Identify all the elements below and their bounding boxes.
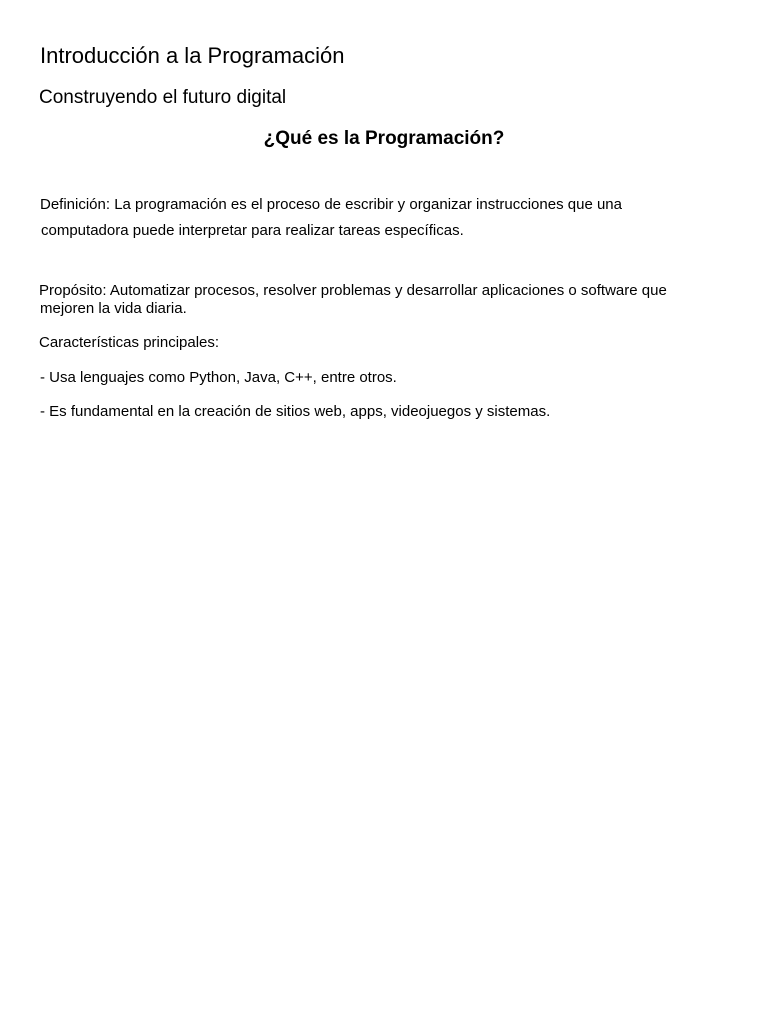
purpose-paragraph [39,282,719,318]
definition-line: Definición: La programación es el proceso de escribir y organizar instrucciones que una [40,196,622,213]
document-title: Introducción a la Programación [40,43,345,68]
definition-line: computadora puede interpretar para realizar tareas específicas. [41,222,464,239]
section-heading: ¿Qué es la Programación? [263,128,505,149]
definition-paragraph [40,192,700,244]
list-item: - Es fundamental en la creación de sitios web, apps, videojuegos y sistemas. [40,403,551,420]
purpose-line: mejoren la vida diaria. [40,300,187,317]
purpose-line: Propósito: Automatizar procesos, resolver problemas y desarrollar aplicaciones o software que [39,282,667,299]
features-label: Características principales: [39,334,220,351]
document-subtitle: Construyendo el futuro digital [39,87,287,108]
list-item: - Usa lenguajes como Python, Java, C++, entre otros. [40,369,397,386]
